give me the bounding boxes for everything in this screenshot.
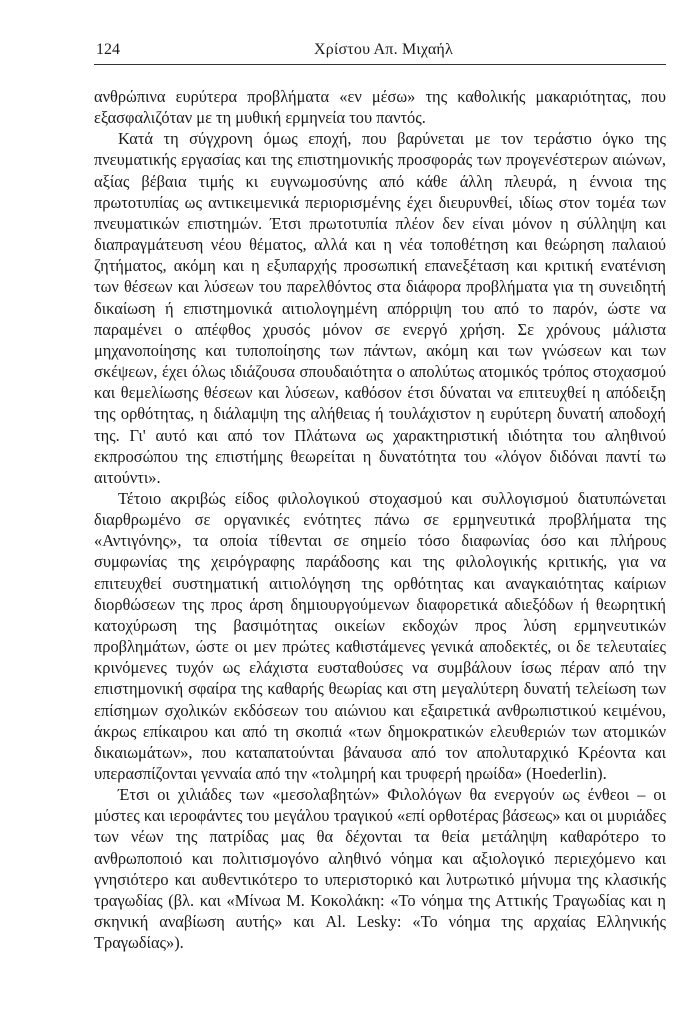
paragraph-1: ανθρώπινα ευρύτερα προβλήματα «εν μέσω» της καθολικής μακαριότητας, που εξασφαλιζόταν με τη μυθική ερμηνεία του παντός. <box>94 87 666 128</box>
page-number: 124 <box>96 41 120 58</box>
running-title: Χρίστου Απ. Μιχαήλ <box>314 41 453 58</box>
book-page <box>94 38 666 953</box>
paragraph-4: Έτσι οι χιλιάδες των «μεσολαβητών» Φιλολόγων θα ενεργούν ως ένθεοι – οι μύστες και ιεροφάντες του μεγάλου τραγικού «επί ορθοτέρας βάσεως» και οι μυριάδες των νέων της πατρίδας μας θα δέχονται τα θεία μετάληψη καθαρότερο το ανθρωποποιό και πολιτισμογόνο αληθινό νόημα και αξιολογικό περιεχόμενο και γνησιότερο και αυθεντικότερο το υπεριστορικό και λυτρωτικό μήνυμα της κλασικής τραγωδίας (βλ. και «Μίνωα Μ. Κοκολάκη: «Το νόημα της Αττικής Τραγωδίας και η σκηνική αναβίωση αυτής» και Al. Lesky: «Το νόημα της αρχαίας Ελληνικής Τραγωδίας»). <box>94 785 666 953</box>
running-header <box>94 38 666 65</box>
body-text <box>94 86 666 953</box>
paragraph-2: Κατά τη σύγχρονη όμως εποχή, που βαρύνεται με τον τεράστιο όγκο της πνευματικής εργασίας και της επιστημονικής προσφοράς των προγενέστερων αιώνων, αξίας βέβαια τιμής κι ευγνωμοσύνης από κάθε άλλη πλευρά, η έννοια της πρωτοτυπίας ως αντικειμενικά περιορισμένης έχει διευρυνθεί, ιδίως στον τομέα των πνευματικών επιστημών. Έτσι πρωτοτυπία πλέον δεν είναι μόνον η σύλληψη και διαπραγμάτευση νέου θέματος, αλλά και η νέα τοποθέτηση και θεώρηση παλαιού ζητήματος, ακόμη και η εξυπαρχής προσωπική επανεξέταση και κριτική ενατένιση των θέσεων και λύσεων του παρελθόντος στα διάφορα προβλήματα για τη συνειδητή δικαίωση ή επιστημονικά αιτιολογημένη απόρριψη του από το παρόν, ώστε να παραμένει ο απέφθος χρυσός μόνον σε ενεργό χρήση. Σε χρόνους μάλιστα μηχανοποίησης και τυποποίησης των πάντων, ακόμη και των γνώσεων και των σκέψεων, έχει όλως ιδιάζουσα σπουδαιότητα ο απολύτως ατομικός τρόπος στοχασμού και θεμελίωσης θέσεων και λύσεων, καθόσον έτσι δύναται να επιτευχθεί η απόδειξη της ορθότητας, η διάλαμψη της αλήθειας ή τουλάχιστον η ευρύτερη δυνατή αποδοχή της. Γι' αυτό και από τον Πλάτωνα ως χαρακτηριστική ιδιότητα του αληθινού εκπροσώπου της επιστήμης θεωρείται η δυνατότητα του «λόγον διδόναι παντί τω αιτούντι». <box>94 129 666 487</box>
paragraph-3: Τέτοιο ακριβώς είδος φιλολογικού στοχασμού και συλλογισμού διατυπώνεται διαρθρωμένο σε οργανικές ενότητες πάνω σε ερμηνευτικά προβλήματα της «Αντιγόνης», τα οποία τίθενται σε σημείο τόσο διαφωνίας όσο και πλήρους συμφωνίας της χειρόγραφης παράδοσης και της φιλολογικής κριτικής, για να επιτευχθεί συστηματική αιτιολόγηση της ορθότητας και αναγκαιότητας καίριων διορθώσεων της προς άρση δημιουργούμενων διαφορετικά αδιεξόδων ή θεωρητική κατοχύρωση της βασιμότητας οικείων εκδοχών προς λύση ερμηνευτικών προβλημάτων, ώστε οι μεν πρώτες καθιστάμενες γενικά αποδεκτές, οι δε τελευταίες κρινόμενες τυχόν ως ελάχιστα ευσταθούσες να συμβάλουν ίσως πέραν από την επιστημονική σφαίρα της καθαρής θεωρίας και στη μεγαλύτερη δυνατή τελείωση των επίσημων σχολικών εκδόσεων του αιώνιου και εξαιρετικά ανθρωπιστικού κειμένου, άκρως επίκαιρου και από τη σκοπιά «των δημοκρατικών ελευθεριών των ατομικών δικαιωμάτων», που καταπατούνται βάναυσα από τον απολυταρχικό Κρέοντα και υπερασπίζονται γενναία από την «τολμηρή και τρυφερή ηρωίδα» (Hoederlin). <box>94 488 666 783</box>
